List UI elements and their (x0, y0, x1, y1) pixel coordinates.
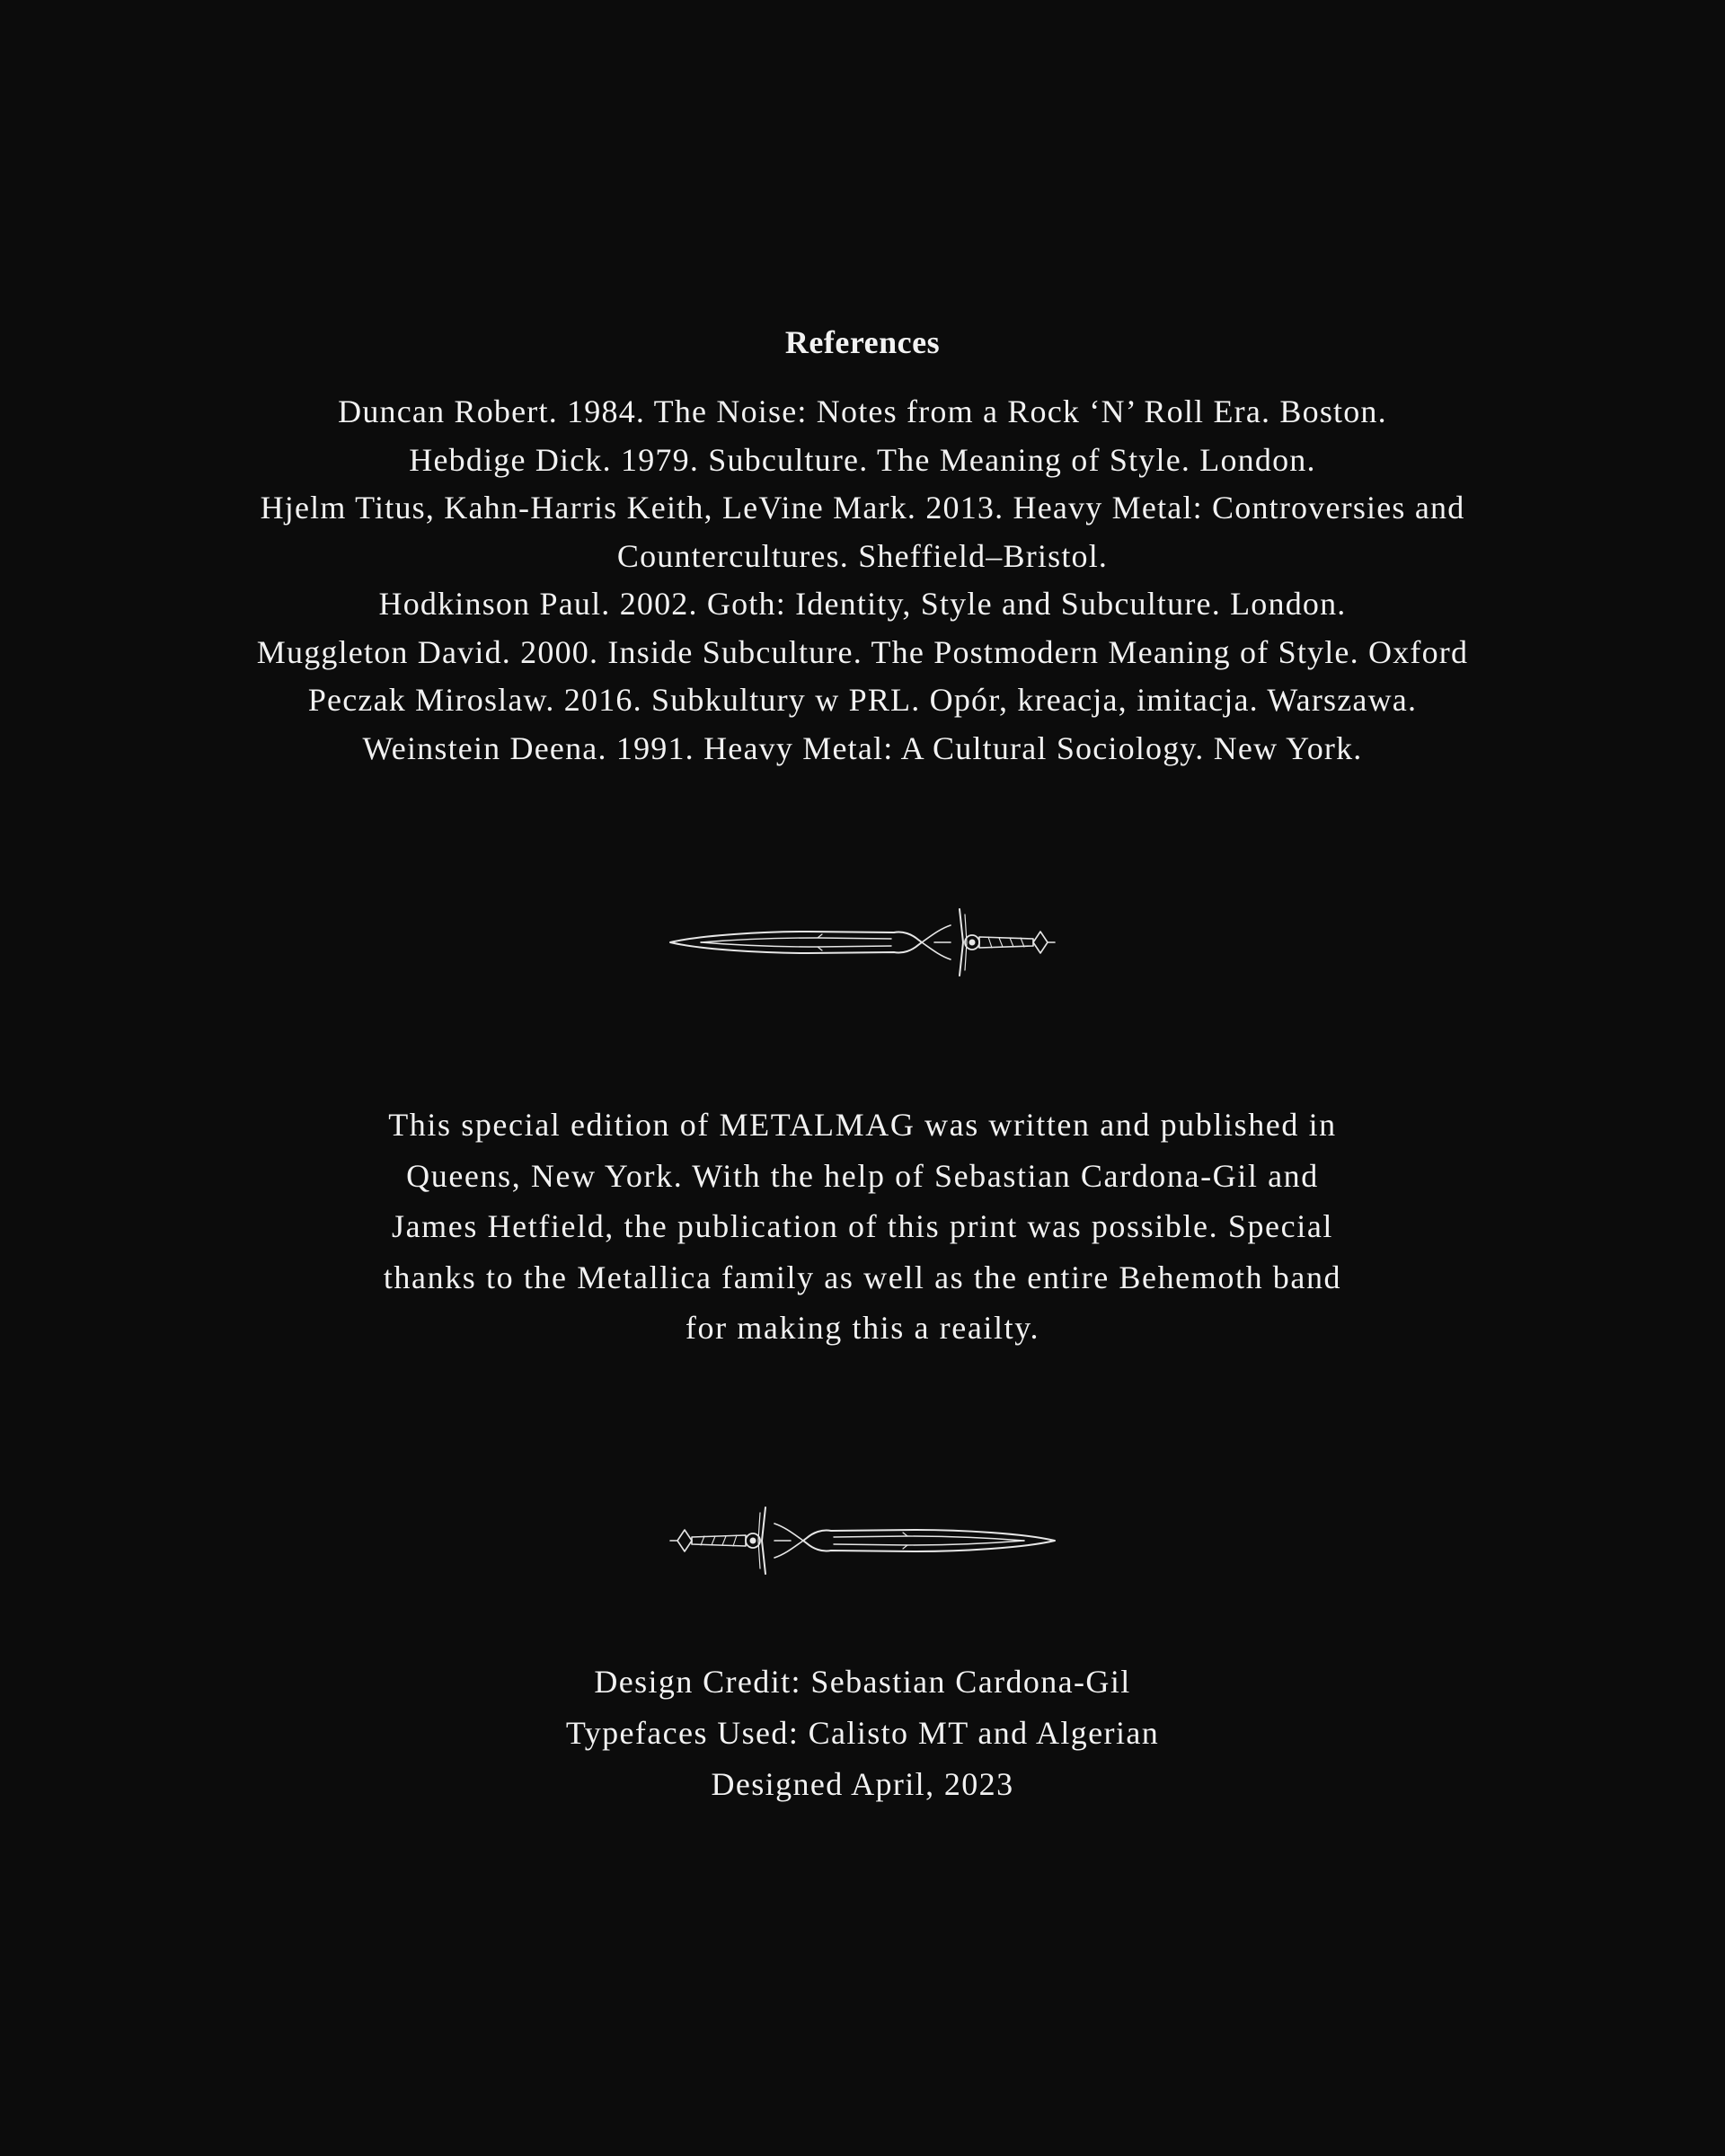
references-list (144, 388, 1581, 773)
reference-entry: Duncan Robert. 1984. The Noise: Notes from a Rock ‘N’ Roll Era. Boston. (338, 393, 1387, 429)
reference-entry: Hodkinson Paul. 2002. Goth: Identity, Style and Subculture. London. (378, 586, 1347, 622)
reference-entry: Muggleton David. 2000. Inside Subculture. The Postmodern Meaning of Style. Oxford (256, 633, 1469, 670)
design-date: Designed April, 2023 (711, 1766, 1014, 1802)
typefaces-credit: Typefaces Used: Calisto MT and Algerian (565, 1715, 1160, 1751)
design-credit: Design Credit: Sebastian Cardona-Gil (594, 1664, 1131, 1700)
reference-entry: Weinstein Deena. 1991. Heavy Metal: A Cultural Sociology. New York. (362, 729, 1363, 766)
sword-icon (665, 1500, 1060, 1581)
credits-block (0, 1657, 1725, 1810)
reference-entry: Peczak Miroslaw. 2016. Subkultury w PRL. Opór, kreacja, imitacja. Warszawa. (307, 682, 1418, 718)
edition-statement: This special edition of METALMAG was written and published in Queens, New York. With the help of Sebastian Cardona-Gil and James Hetfield, the publication of this print was possible. Special thanks to the Metallica family as well as the entire Behemoth band for making this a reailty. (383, 1107, 1342, 1346)
sword-icon (665, 902, 1060, 983)
references-heading: References (784, 324, 941, 360)
reference-entry: Hebdige Dick. 1979. Subculture. The Meaning of Style. London. (409, 441, 1316, 478)
reference-entry: Hjelm Titus, Kahn-Harris Keith, LeVine Mark. 2013. Heavy Metal: Controversies and Countercultures. Sheffield–Bristol. (260, 490, 1465, 574)
